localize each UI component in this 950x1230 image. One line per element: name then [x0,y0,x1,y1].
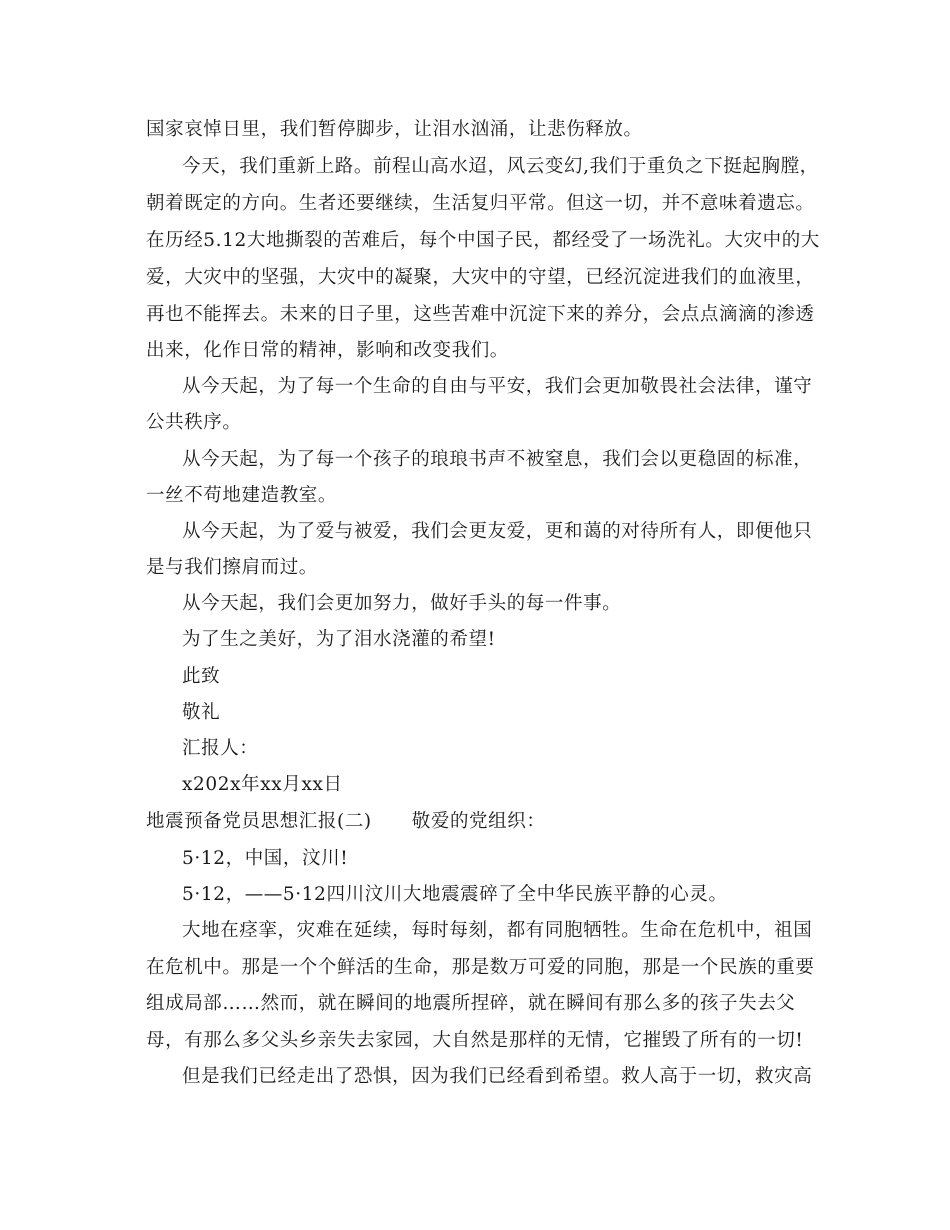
paragraph-line: 爱，大灾中的坚强，大灾中的凝聚，大灾中的守望，已经沉淀进我们的血液里， [146,267,815,288]
section-title: 地震预备党员思想汇报(二) [146,811,372,832]
paragraph-line: 出来，化作日常的精神，影响和改变我们。 [146,340,509,361]
paragraph-line: 公共秩序。 [146,412,242,433]
paragraph-line: 从今天起，我们会更加努力，做好手头的每一件事。 [182,593,622,614]
paragraph-line: 大地在痉挛，灾难在延续，每时每刻，都有同胞牺牲。生命在危机中，祖国 [182,920,813,941]
paragraph-line: 母，有那么多父头乡亲失去家园，大自然是那样的无情，它摧毁了所有的一切! [146,1030,804,1051]
closing-salutation: 此致 [182,666,221,687]
paragraph-line: 在危机中。那是一个个鲜活的生命，那是数万可爱的同胞，那是一个民族的重要 [146,957,815,978]
paragraph-line: 一丝不苟地建造教室。 [146,485,338,506]
paragraph-line: 5·12，中国，汶川! [182,848,349,869]
reporter-label: 汇报人： [182,738,259,759]
paragraph-line: 再也不能挥去。未来的日子里，这些苦难中沉淀下来的养分，会点点滴滴的渗透 [146,304,815,325]
paragraph-line: 朝着既定的方向。生者还要继续，生活复归平常。但这一切，并不意味着遗忘。 [146,193,815,214]
paragraph-line: 从今天起，为了每一个孩子的琅琅书声不被窒息，我们会以更稳固的标准， [182,449,813,470]
report-date: x202x年xx月xx日 [182,774,343,795]
paragraph-line: 是与我们擦肩而过。 [146,557,318,578]
paragraph-line: 5·12，——5·12四川汶川大地震震碎了全中华民族平静的心灵。 [182,884,728,905]
paragraph-line: 但是我们已经走出了恐惧，因为我们已经看到希望。救人高于一切，救灾高 [182,1066,813,1087]
paragraph-line: 从今天起，为了每一个生命的自由与平安，我们会更加敬畏社会法律，谨守 [182,376,813,397]
paragraph-line: 组成局部……然而，就在瞬间的地震所捏碎，就在瞬间有那么多的孩子失去父 [146,993,796,1014]
paragraph-line: 今天，我们重新上路。前程山高水迢，风云变幻,我们于重负之下挺起胸膛， [182,156,819,177]
paragraph-line: 从今天起，为了爱与被爱，我们会更友爱，更和蔼的对待所有人，即便他只 [182,521,813,542]
section-heading-line [146,813,545,832]
paragraph-line: 为了生之美好，为了泪水浇灌的希望! [182,629,496,650]
salutation: 敬爱的党组织： [411,811,546,832]
paragraph-line: 国家哀悼日里，我们暂停脚步，让泪水汹涌，让悲伤释放。 [146,119,643,140]
paragraph-line: 在历经5.12大地撕裂的苦难后，每个中国子民，都经受了一场洗礼。大灾中的大 [146,230,820,251]
closing-regards: 敬礼 [182,702,221,723]
